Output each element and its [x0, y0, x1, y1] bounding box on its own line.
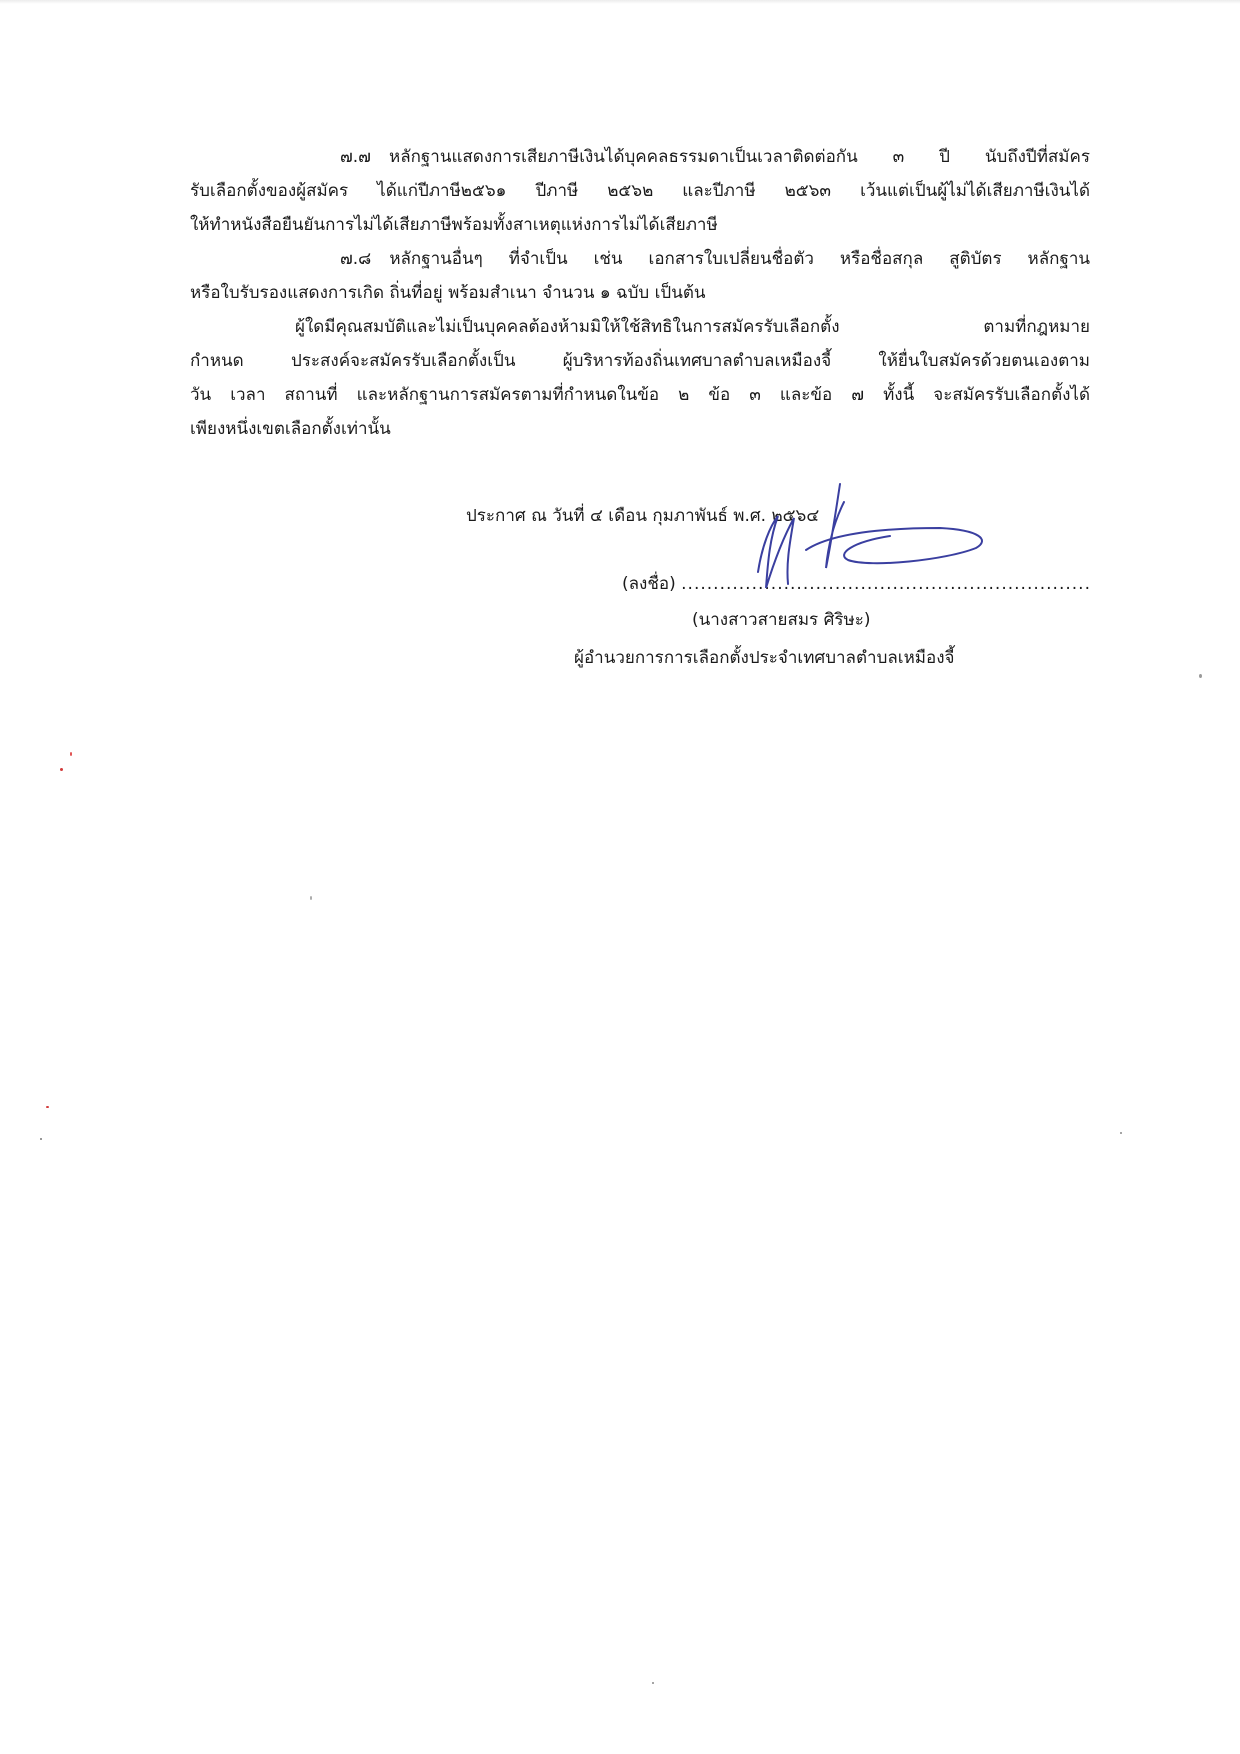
scan-speck-red-2 [46, 1106, 49, 1108]
item-number-7-7: ๗.๗ [340, 147, 371, 167]
paragraph-final-line-1: ผู้ใดมีคุณสมบัติและไม่เป็นบุคคลต้องห้ามมิให้ใช้สิทธิในการสมัครรับเลือกตั้ง ตามที่กฎหมาย [295, 317, 1090, 337]
scan-speck-red-1 [60, 768, 63, 771]
paragraph-7-7-line-3: ให้ทำหนังสือยืนยันการไม่ได้เสียภาษีพร้อมทั้งสาเหตุแห่งการไม่ได้เสียภาษี [190, 215, 718, 235]
paragraph-7-7-line-2: รับเลือกตั้งของผู้สมัคร ได้แก่ปีภาษี๒๕๖๑ ปีภาษี ๒๕๖๒ และปีภาษี ๒๕๖๓ เว้นแต่เป็นผู้ไม่ได้เสียภาษีเงินได้ [190, 181, 1090, 201]
paragraph-final-line-3: วัน เวลา สถานที่ และหลักฐานการสมัครตามที่กำหนดในข้อ ๒ ข้อ ๓ และข้อ ๗ ทั้งนี้ จะสมัครรับเลือกตั้งได้ [190, 385, 1090, 405]
item-number-7-8: ๗.๘ [340, 249, 372, 269]
signature-label: (ลงชื่อ) [622, 574, 676, 594]
handwritten-signature [740, 476, 990, 601]
scan-speck-gray-5 [40, 1138, 42, 1140]
scan-speck-gray-1 [1199, 674, 1202, 678]
signer-title: ผู้อำนวยการการเลือกตั้งประจำเทศบาลตำบลเหมืองจี้ [574, 648, 955, 668]
paragraph-7-7-line-1 [190, 140, 1090, 174]
paragraph-final-line-4: เพียงหนึ่งเขตเลือกตั้งเท่านั้น [190, 419, 391, 439]
signature-dots: ................................................................ [681, 574, 1091, 594]
scan-edge [0, 0, 1240, 4]
scan-speck-gray-2 [310, 896, 312, 900]
scan-speck-gray-3 [652, 1682, 654, 1684]
scan-speck-gray-4 [1120, 1132, 1122, 1134]
paragraph-7-8-line-2: หรือใบรับรองแสดงการเกิด ถิ่นที่อยู่ พร้อมสำเนา จำนวน ๑ ฉบับ เป็นต้น [190, 283, 706, 303]
paragraph-final-line-2: กำหนด ประสงค์จะสมัครรับเลือกตั้งเป็น ผู้บริหารท้องถิ่นเทศบาลตำบลเหมืองจี้ ให้ยื่นใบสมัครด้วยตนเองตาม [190, 351, 1090, 371]
scan-speck-red-3 [70, 752, 72, 756]
paragraph-7-8-text-1: หลักฐานอื่นๆ ที่จำเป็น เช่น เอกสารใบเปลี่ยนชื่อตัว หรือชื่อสกุล สูติบัตร หลักฐาน [389, 249, 1090, 269]
document-body [190, 140, 1090, 446]
signer-name: (นางสาวสายสมร ศิริษะ) [692, 610, 871, 630]
paragraph-7-8-line-1 [190, 242, 1090, 276]
announcement-date: ประกาศ ณ วันที่ ๔ เดือน กุมภาพันธ์ พ.ศ. ๒๕๖๔ [466, 506, 820, 526]
paragraph-7-7-text-1: หลักฐานแสดงการเสียภาษีเงินได้บุคคลธรรมดาเป็นเวลาติดต่อกัน ๓ ปี นับถึงปีที่สมัคร [388, 147, 1090, 167]
